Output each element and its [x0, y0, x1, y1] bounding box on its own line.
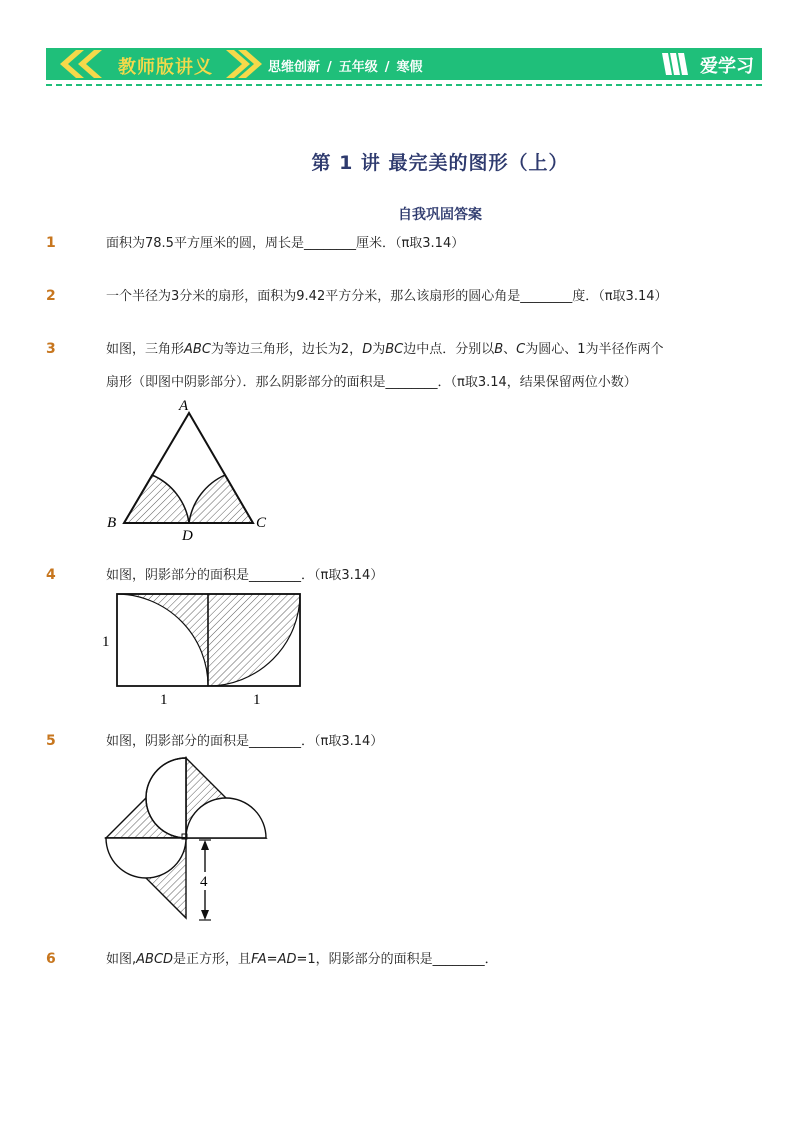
math-var: D [362, 342, 373, 357]
rectangle-figure [98, 586, 313, 711]
question-text: 一个半径为3分米的扇形，面积为9.42平方分米，那么该扇形的圆心角是________度．（π取3.14） [106, 289, 668, 304]
vertex-label-a: A [179, 398, 189, 414]
question-text [106, 943, 746, 976]
triangle-figure [100, 395, 280, 545]
text-run: 是正方形，且 [173, 952, 252, 967]
double-chevron-right-icon [224, 48, 264, 80]
question-text [106, 333, 746, 399]
brand-label: 教师版讲义 [118, 57, 213, 78]
vertex-label-d: D [182, 528, 193, 544]
breadcrumb [268, 56, 423, 75]
page-title: 第 1 讲 最完美的图形（上） [311, 152, 569, 174]
breadcrumb-item: 思维创新 [268, 60, 321, 75]
header-banner [46, 48, 762, 80]
text-run: 扇形（即图中阴影部分）．那么阴影部分的面积是________．（π取3.14，结果保留两位小数） [106, 375, 637, 390]
math-var: FA [251, 952, 267, 967]
hatched-quarter-region [117, 594, 208, 686]
bottom-length-label: 1 [160, 692, 168, 708]
length-label: 4 [200, 874, 208, 890]
question-number: 5 [46, 733, 56, 749]
math-var: AD [277, 952, 297, 967]
question-number: 6 [46, 951, 56, 967]
side-length-label: 1 [102, 634, 110, 650]
pinwheel-figure [100, 752, 275, 932]
bottom-length-label: 1 [253, 692, 261, 708]
question-number: 4 [46, 567, 56, 583]
text-run: 、 [503, 342, 517, 357]
vertex-label-b: B [107, 515, 117, 531]
math-var: ABC [184, 342, 211, 357]
double-chevron-left-icon [46, 48, 116, 80]
text-run: = [266, 952, 278, 967]
text-run: 如图，三角形 [106, 342, 185, 357]
text-run: 为等边三角形，边长为2， [210, 342, 363, 357]
question-number: 3 [46, 341, 56, 357]
question-text: 如图，阴影部分的面积是________．（π取3.14） [106, 734, 384, 749]
hatched-sector-left [124, 475, 189, 523]
question-number: 1 [46, 235, 56, 251]
logo-mark-icon [660, 51, 690, 77]
question-text: 面积为78.5平方厘米的圆，周长是________厘米．（π取3.14） [106, 236, 465, 251]
math-var: BC [385, 342, 404, 357]
header-divider [46, 84, 762, 86]
logo-text: 爱学习 [700, 56, 754, 77]
section-subtitle: 自我巩固答案 [398, 207, 482, 223]
vertex-label-c: C [256, 515, 267, 531]
arrow-up-icon [201, 840, 209, 850]
breadcrumb-separator: / [327, 60, 332, 75]
breadcrumb-separator: / [384, 60, 390, 75]
breadcrumb-item: 寒假 [396, 60, 423, 75]
text-run: 边中点．分别以 [403, 342, 495, 357]
breadcrumb-item: 五年级 [338, 60, 378, 75]
text-run: =1，阴影部分的面积是________． [296, 952, 498, 967]
question-text: 如图，阴影部分的面积是________．（π取3.14） [106, 568, 384, 583]
text-run: 如图, [106, 952, 137, 967]
text-run: 为 [372, 342, 386, 357]
arrow-down-icon [201, 910, 209, 920]
text-run: 为圆心、1为半径作两个 [525, 342, 664, 357]
math-var: ABCD [136, 952, 174, 967]
hatched-sector-right [189, 475, 253, 523]
math-var: C [516, 342, 526, 357]
math-var: B [494, 342, 504, 357]
question-number: 2 [46, 288, 56, 304]
hatched-sector-region [208, 594, 300, 686]
